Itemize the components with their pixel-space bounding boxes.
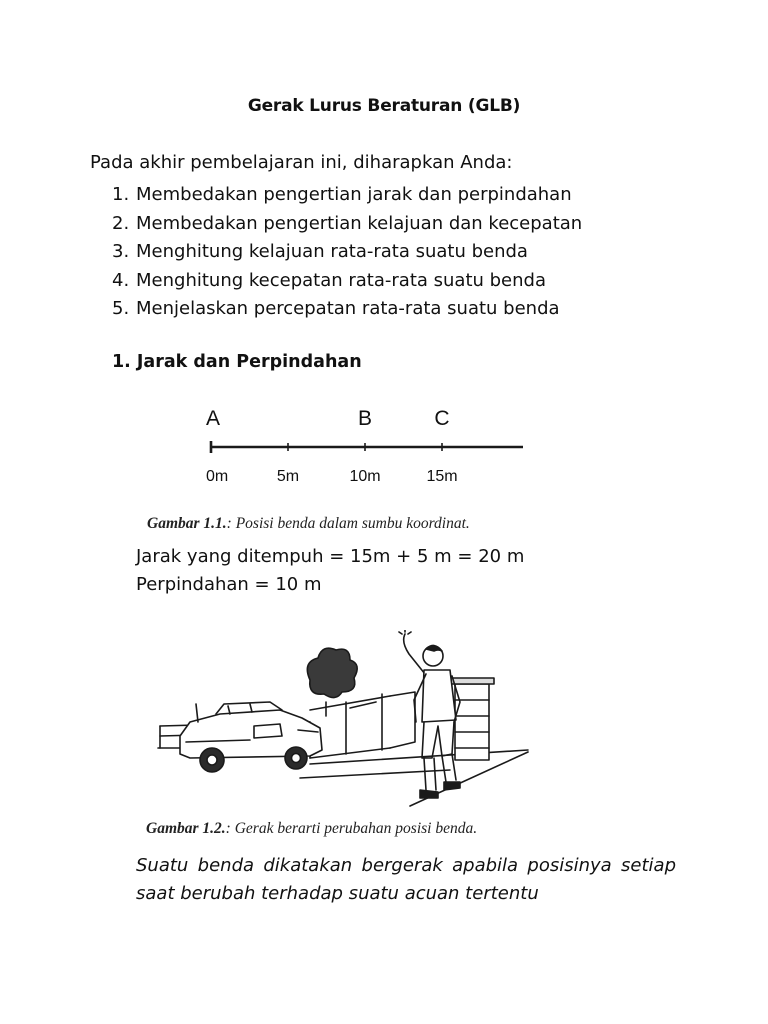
distance-calculation: Jarak yang ditempuh = 15m + 5 m = 20 m — [136, 546, 525, 567]
objective-item — [112, 238, 582, 267]
objective-item — [112, 295, 582, 324]
axis-tick-label: 0m — [206, 468, 229, 485]
figure1-caption-text: : Posisi benda dalam sumbu koordinat. — [226, 515, 470, 532]
definition-text: Suatu benda dikatakan bergerak apabila posisinya setiap saat berubah terhadap suatu acuan tertentu — [136, 855, 676, 904]
figure1-caption — [147, 515, 470, 533]
objective-number: 1. — [112, 184, 130, 205]
objective-number: 5. — [112, 298, 130, 319]
objective-text: Membedakan pengertian kelajuan dan kecepatan — [136, 212, 583, 234]
motion-illustration — [150, 630, 540, 810]
point-label: C — [434, 407, 450, 430]
objective-item — [112, 267, 582, 296]
section-heading: 1. Jarak dan Perpindahan — [112, 352, 362, 372]
figure2-caption — [146, 820, 477, 838]
axis-tick-label: 10m — [349, 468, 381, 485]
figure2-caption-text: : Gerak berarti perubahan posisi benda. — [225, 820, 478, 837]
objective-text: Menghitung kelajuan rata-rata suatu benda — [136, 241, 528, 262]
objective-text: Membedakan pengertian jarak dan perpindahan — [136, 184, 572, 205]
page-title: Gerak Lurus Beraturan (GLB) — [247, 96, 521, 116]
objective-item — [112, 210, 582, 239]
objective-item — [112, 181, 582, 210]
point-label: B — [357, 407, 373, 430]
axis-tick-label: 15m — [426, 468, 458, 485]
axis-tick-label: 5m — [276, 468, 300, 485]
objective-text: Menghitung kecepatan rata-rata suatu benda — [136, 269, 546, 291]
objective-number: 3. — [112, 241, 130, 262]
position-axis-figure — [195, 395, 535, 495]
figure2-caption-label: Gambar 1.2. — [146, 820, 226, 837]
objective-number: 4. — [112, 269, 130, 291]
objectives-list — [112, 181, 582, 324]
figure1-caption-label: Gambar 1.1. — [147, 515, 227, 532]
displacement-calculation: Perpindahan = 10 m — [136, 574, 322, 595]
objective-text: Menjelaskan percepatan rata-rata suatu benda — [136, 298, 560, 319]
intro-text: Pada akhir pembelajaran ini, diharapkan Anda: — [90, 152, 513, 173]
car-icon — [180, 702, 322, 772]
objective-number: 2. — [112, 212, 130, 234]
point-label: A — [206, 407, 221, 430]
